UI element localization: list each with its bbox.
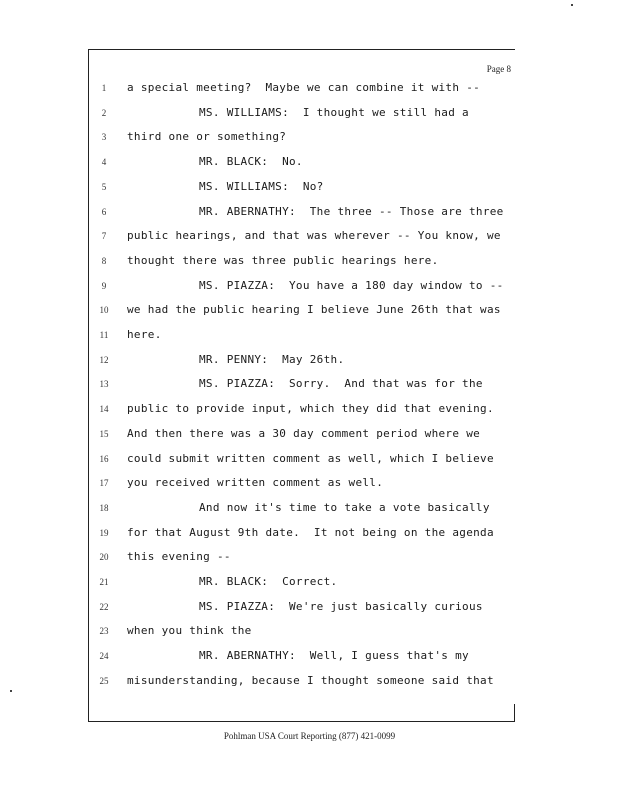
transcript-line [89, 127, 519, 147]
transcript-line [89, 572, 519, 592]
line-text: MS. PIAZZA: You have a 180 day window to -- [199, 278, 504, 292]
line-number: 8 [101, 255, 107, 266]
line-number: 15 [99, 428, 109, 439]
transcript-line [89, 350, 519, 370]
transcript-line [89, 523, 519, 543]
line-text: this evening -- [127, 550, 231, 564]
line-number: 24 [99, 651, 109, 662]
line-text: MR. ABERNATHY: The three -- Those are three [199, 204, 504, 218]
transcript-line [89, 646, 519, 666]
line-number: 2 [101, 107, 107, 118]
line-text: MS. PIAZZA: We're just basically curious [199, 599, 483, 613]
line-text: MR. BLACK: Correct. [199, 575, 338, 588]
line-number: 23 [99, 626, 109, 637]
line-number: 6 [101, 206, 107, 217]
line-number: 22 [99, 601, 109, 612]
line-text: MS. WILLIAMS: I thought we still had a [199, 105, 469, 119]
transcript-line [89, 103, 519, 123]
line-text: And then there was a 30 day comment period where we [127, 426, 481, 440]
line-text: MS. PIAZZA: Sorry. And that was for the [199, 377, 483, 391]
line-text: public hearings, and that was wherever -- You know, we [127, 229, 501, 243]
line-number: 11 [99, 330, 109, 340]
line-number: 25 [99, 675, 109, 686]
line-text: And now it's time to take a vote basically [199, 500, 490, 514]
court-reporter-footer: Pohlman USA Court Reporting (877) 421-0099 [223, 731, 396, 741]
transcript-line [89, 276, 519, 296]
transcript-line [89, 226, 519, 246]
line-number: 21 [99, 577, 109, 587]
transcript-line [89, 300, 519, 320]
line-text: a special meeting? Maybe we can combine it with -- [127, 81, 481, 94]
line-number: 4 [101, 157, 107, 168]
page-number: Page 8 [486, 64, 511, 74]
line-number: 16 [99, 453, 109, 464]
line-number: 13 [99, 379, 109, 390]
line-number: 20 [99, 552, 109, 563]
line-number: 12 [99, 354, 109, 365]
line-text: for that August 9th date. It not being on the agenda [127, 525, 494, 539]
line-number: 5 [101, 181, 107, 192]
line-text: MR. PENNY: May 26th. [199, 352, 345, 366]
line-text: MR. ABERNATHY: Well, I guess that's my [199, 649, 469, 663]
scan-speck [10, 690, 12, 692]
line-number: 10 [99, 305, 109, 316]
transcript-line [89, 498, 519, 518]
line-text: could submit written comment as well, which I believe [127, 451, 494, 465]
transcript-line [89, 78, 519, 98]
transcript-line [89, 399, 519, 419]
line-number: 7 [101, 231, 107, 242]
transcript-page [88, 49, 515, 722]
line-number: 9 [101, 280, 107, 291]
line-text: MR. BLACK: No. [199, 155, 303, 169]
line-number: 18 [99, 502, 109, 513]
line-number: 14 [99, 404, 109, 415]
line-text: MS. WILLIAMS: No? [199, 179, 324, 193]
line-text: third one or something? [127, 130, 287, 144]
line-text: thought there was three public hearings here. [127, 253, 439, 267]
line-number: 1 [101, 83, 107, 93]
line-number: 19 [99, 527, 109, 538]
transcript-line [89, 473, 519, 493]
line-text: here. [127, 328, 162, 341]
line-number: 3 [101, 132, 107, 143]
line-text: misunderstanding, because I thought someone said that [127, 673, 494, 687]
transcript-line [89, 424, 519, 444]
transcript-line [89, 325, 519, 345]
transcript-line [89, 597, 519, 617]
transcript-line [89, 177, 519, 197]
transcript-line [89, 251, 519, 271]
line-text: we had the public hearing I believe June 26th that was [127, 303, 501, 317]
scan-speck [571, 4, 573, 6]
transcript-line [89, 374, 519, 394]
transcript-line [89, 449, 519, 469]
page-corner-rule [514, 704, 515, 722]
transcript-line [89, 671, 519, 691]
line-text: when you think the [127, 624, 252, 638]
transcript-line [89, 152, 519, 172]
line-text: public to provide input, which they did that evening. [127, 402, 494, 416]
transcript-line [89, 621, 519, 641]
transcript-line [89, 202, 519, 222]
line-text: you received written comment as well. [127, 476, 384, 490]
line-number: 17 [99, 478, 109, 489]
transcript-line [89, 547, 519, 567]
